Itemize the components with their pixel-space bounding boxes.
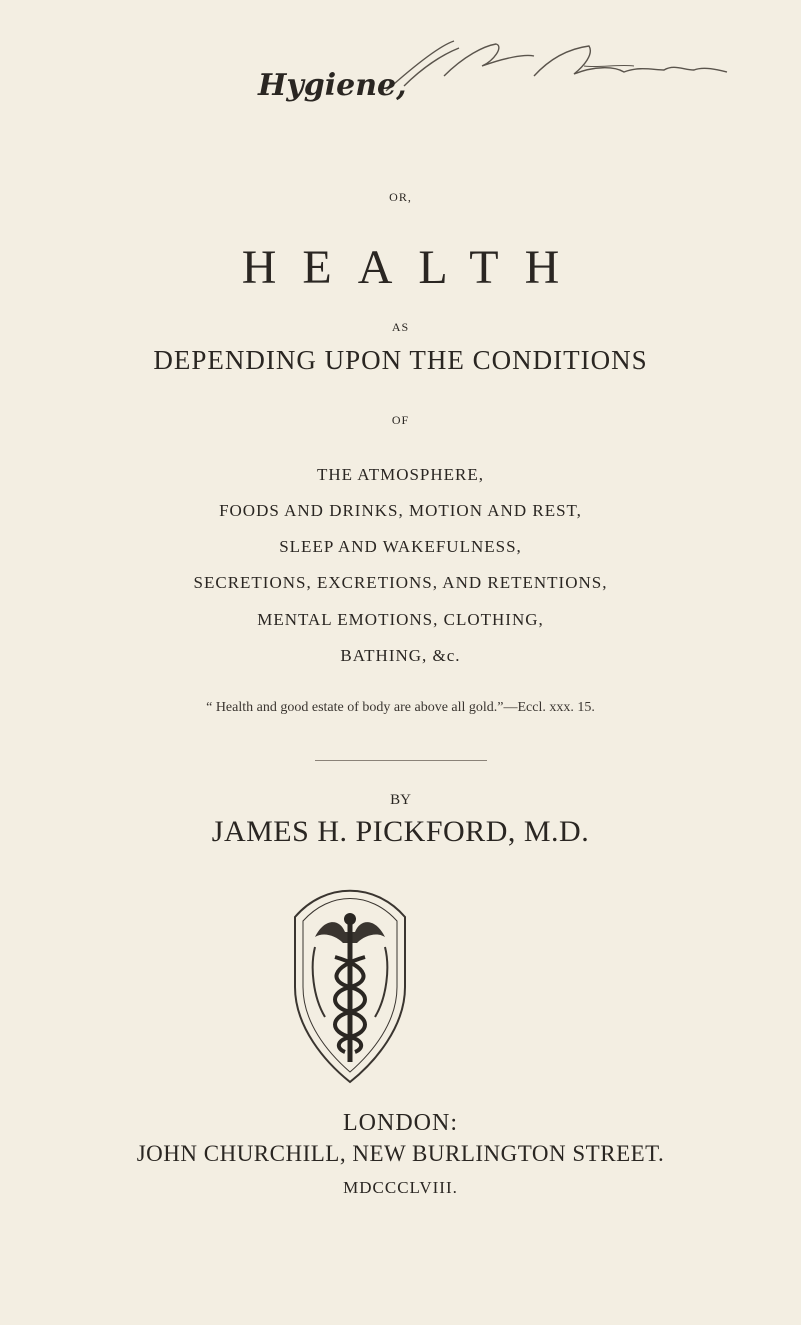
main-title: HEALTH [241, 241, 586, 294]
publication-year: MDCCCLVIII. [343, 1178, 458, 1197]
publication-place: LONDON: [343, 1110, 458, 1136]
subject-line: SLEEP AND WAKEFULNESS, [279, 537, 522, 556]
publisher: JOHN CHURCHILL, NEW BURLINGTON STREET. [136, 1141, 665, 1166]
author-name: JAMES H. PICKFORD, M.D. [211, 815, 590, 848]
by-line: BY [390, 792, 411, 808]
subtitle: DEPENDING UPON THE CONDITIONS [153, 345, 648, 375]
subject-line: BATHING, &c. [340, 646, 461, 665]
caduceus-seal-icon [285, 877, 415, 1087]
of-line: OF [391, 413, 410, 427]
or-line: OR, [389, 190, 412, 204]
divider-rule [315, 760, 487, 761]
subject-line: SECRETIONS, EXCRETIONS, AND RETENTIONS, [193, 573, 608, 592]
subject-line: FOODS AND DRINKS, MOTION AND REST, [219, 501, 582, 520]
gothic-title: Hygiene, [258, 68, 407, 103]
as-line: AS [391, 320, 410, 334]
epigraph-quote: “ Health and good estate of body are above all gold.”—Eccl. xxx. 15. [206, 700, 595, 715]
subject-line: THE ATMOSPHERE, [316, 465, 485, 484]
subject-line: MENTAL EMOTIONS, CLOTHING, [257, 610, 544, 629]
handwritten-signature [384, 36, 729, 96]
